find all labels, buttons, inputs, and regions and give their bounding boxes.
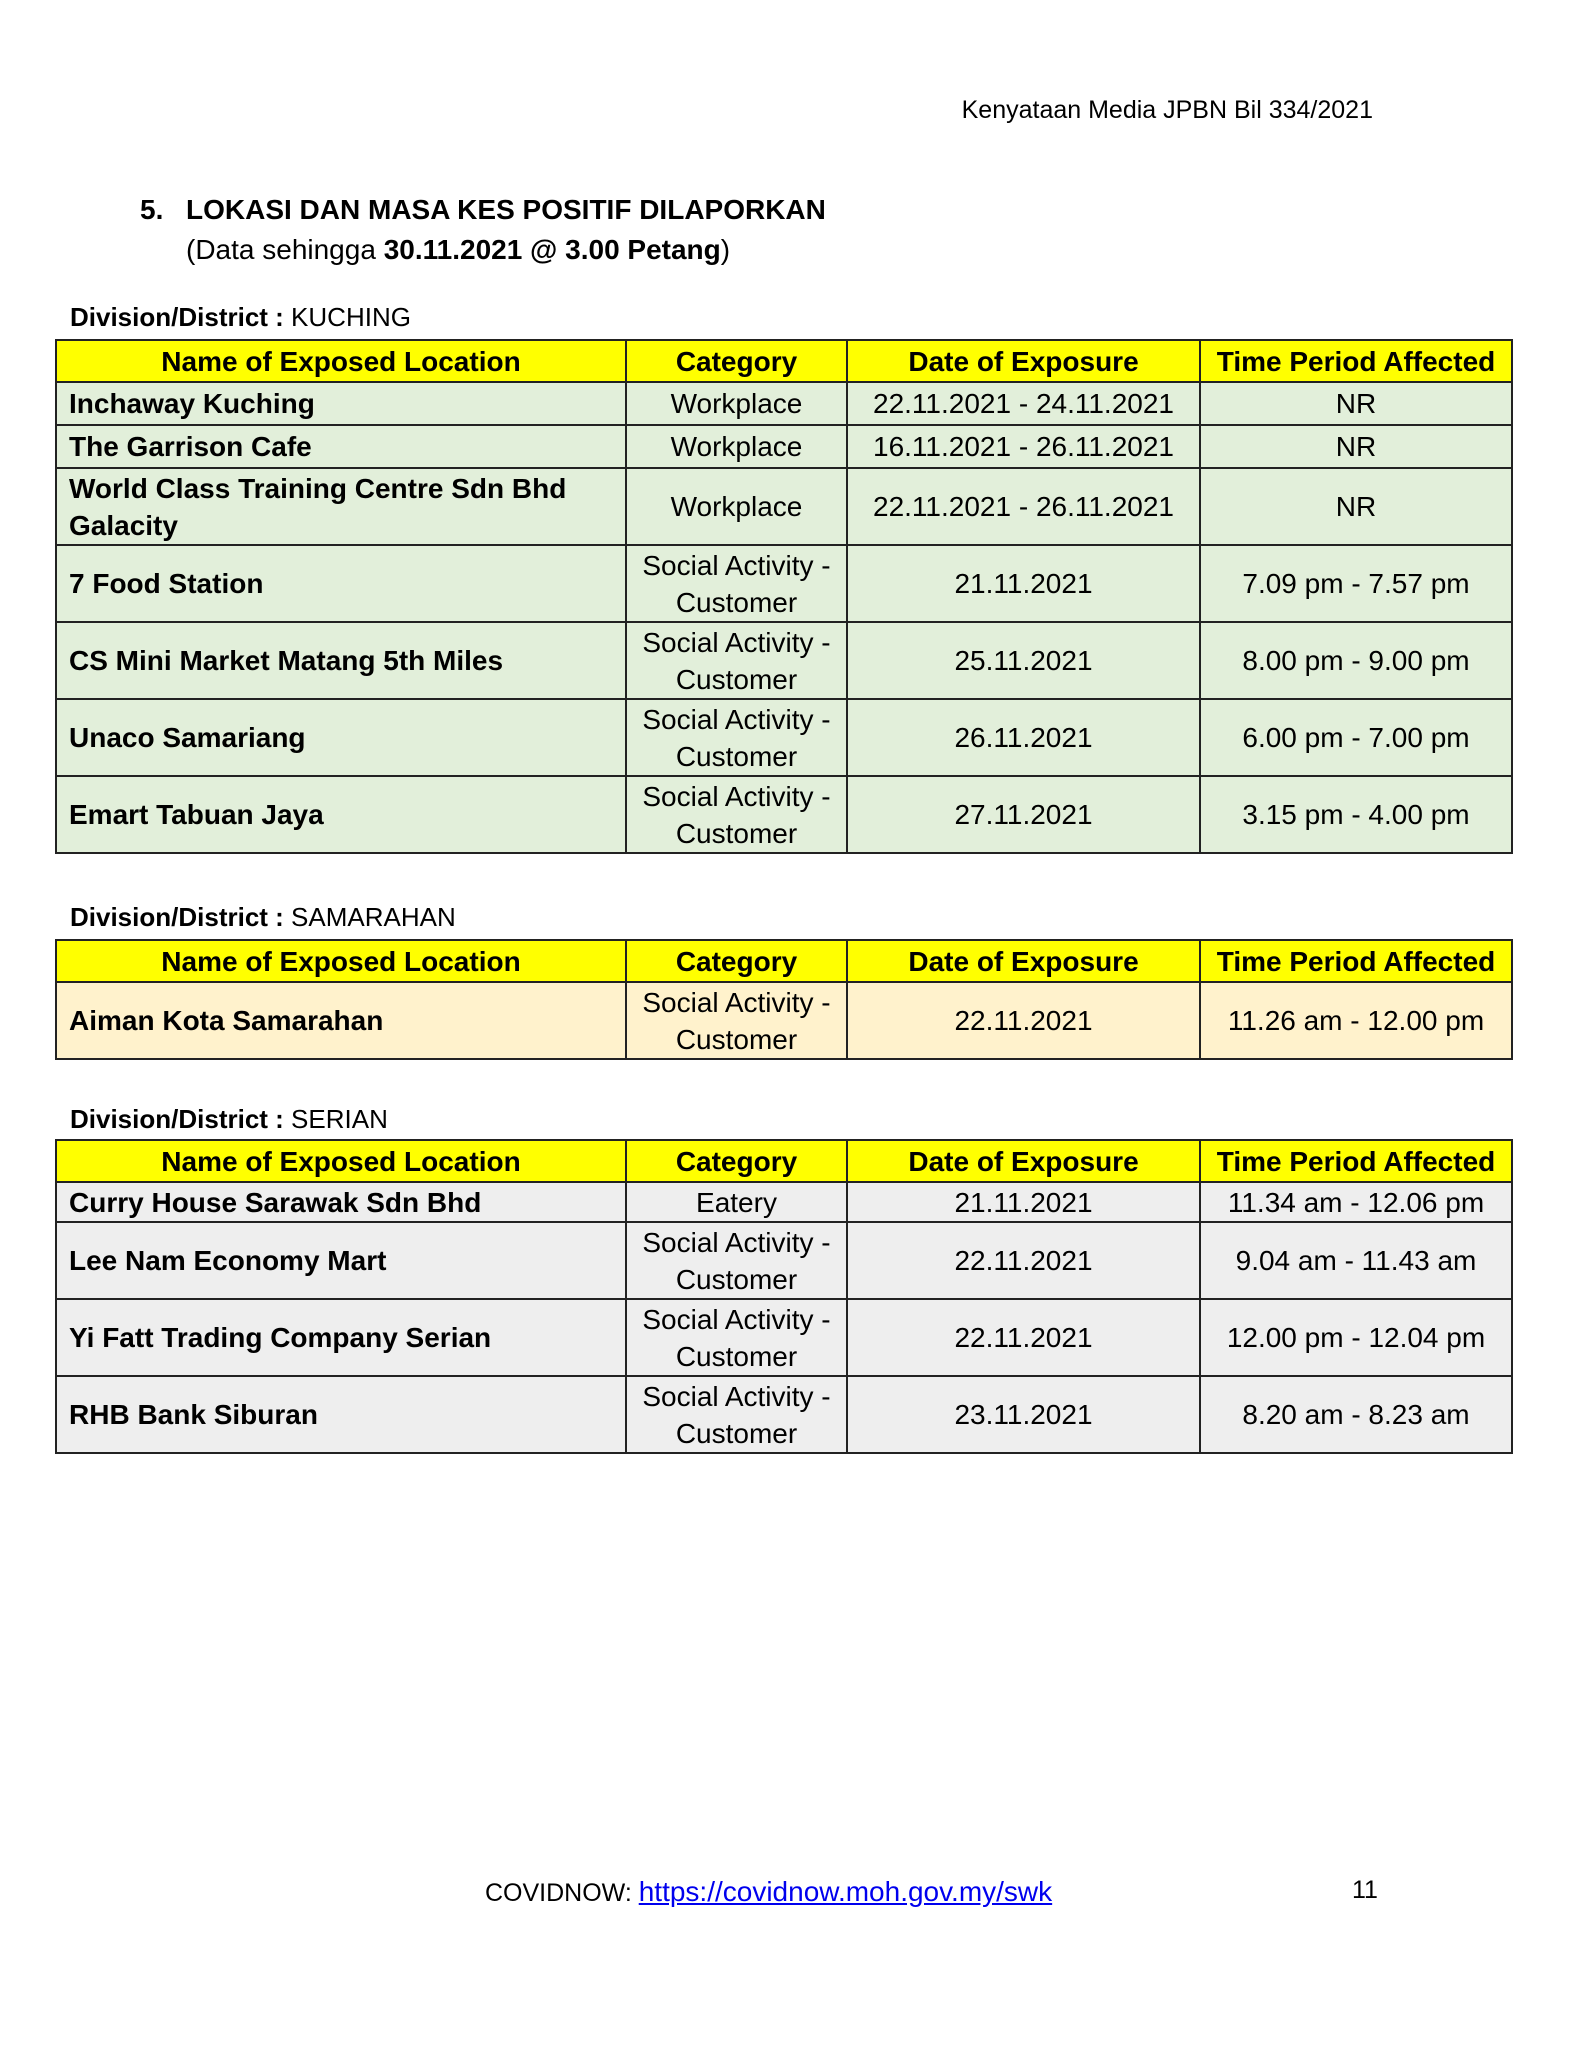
date-cell: 21.11.2021	[847, 545, 1200, 622]
category-cell: Workplace	[626, 468, 847, 545]
category-cell: Workplace	[626, 425, 847, 468]
date-cell: 21.11.2021	[847, 1182, 1200, 1222]
column-header-category: Category	[626, 1140, 847, 1182]
table-row	[56, 1299, 1512, 1376]
time-cell: 6.00 pm - 7.00 pm	[1200, 699, 1512, 776]
date-cell: 23.11.2021	[847, 1376, 1200, 1453]
table-row	[56, 1222, 1512, 1299]
table-row	[56, 382, 1512, 425]
column-header-category: Category	[626, 340, 847, 382]
table-row	[56, 1182, 1512, 1222]
location-cell: 7 Food Station	[56, 545, 626, 622]
district-name: KUCHING	[291, 302, 411, 332]
exposure-table-kuching	[55, 339, 1513, 854]
column-header-time: Time Period Affected	[1200, 1140, 1512, 1182]
exposure-table-serian	[55, 1139, 1513, 1454]
section-title: LOKASI DAN MASA KES POSITIF DILAPORKAN	[186, 194, 826, 225]
covidnow-link[interactable]: https://covidnow.moh.gov.my/swk	[638, 1876, 1053, 1907]
table-row	[56, 622, 1512, 699]
location-cell: RHB Bank Siburan	[56, 1376, 626, 1453]
location-cell: Aiman Kota Samarahan	[56, 982, 626, 1059]
date-cell: 27.11.2021	[847, 776, 1200, 853]
location-cell: The Garrison Cafe	[56, 425, 626, 468]
category-cell: Social Activity - Customer	[626, 1299, 847, 1376]
location-cell: World Class Training Centre Sdn Bhd Galacity	[56, 468, 626, 545]
time-cell: 11.34 am - 12.06 pm	[1200, 1182, 1512, 1222]
column-header-date: Date of Exposure	[847, 940, 1200, 982]
section-heading	[140, 194, 826, 226]
category-cell: Eatery	[626, 1182, 847, 1222]
column-header-location: Name of Exposed Location	[56, 940, 626, 982]
exposure-table-samarahan	[55, 939, 1513, 1060]
time-cell: NR	[1200, 382, 1512, 425]
category-cell: Social Activity - Customer	[626, 1222, 847, 1299]
table-row	[56, 545, 1512, 622]
category-cell: Social Activity - Customer	[626, 622, 847, 699]
category-cell: Social Activity - Customer	[626, 982, 847, 1059]
time-cell: 7.09 pm - 7.57 pm	[1200, 545, 1512, 622]
location-cell: Lee Nam Economy Mart	[56, 1222, 626, 1299]
table-row	[56, 425, 1512, 468]
column-header-date: Date of Exposure	[847, 340, 1200, 382]
date-cell: 22.11.2021	[847, 982, 1200, 1059]
district-name: SAMARAHAN	[291, 902, 456, 932]
district-name: SERIAN	[291, 1104, 388, 1134]
table-row	[56, 699, 1512, 776]
time-cell: NR	[1200, 425, 1512, 468]
district-prefix: Division/District :	[70, 1104, 292, 1134]
time-cell: NR	[1200, 468, 1512, 545]
column-header-time: Time Period Affected	[1200, 340, 1512, 382]
section-number: 5.	[140, 194, 164, 225]
category-cell: Social Activity - Customer	[626, 776, 847, 853]
time-cell: 12.00 pm - 12.04 pm	[1200, 1299, 1512, 1376]
table-row	[56, 776, 1512, 853]
footer-label: COVIDNOW:	[485, 1879, 639, 1907]
column-header-time: Time Period Affected	[1200, 940, 1512, 982]
page-number: 11	[1352, 1876, 1378, 1904]
location-cell: Inchaway Kuching	[56, 382, 626, 425]
column-header-location: Name of Exposed Location	[56, 1140, 626, 1182]
date-cell: 22.11.2021 - 24.11.2021	[847, 382, 1200, 425]
date-cell: 22.11.2021 - 26.11.2021	[847, 468, 1200, 545]
location-cell: Curry House Sarawak Sdn Bhd	[56, 1182, 626, 1222]
location-cell: Emart Tabuan Jaya	[56, 776, 626, 853]
subtitle-prefix: (Data sehingga	[186, 234, 384, 265]
location-cell: CS Mini Market Matang 5th Miles	[56, 622, 626, 699]
district-label-kuching	[70, 302, 411, 333]
time-cell: 8.00 pm - 9.00 pm	[1200, 622, 1512, 699]
time-cell: 11.26 am - 12.00 pm	[1200, 982, 1512, 1059]
column-header-category: Category	[626, 940, 847, 982]
category-cell: Social Activity - Customer	[626, 699, 847, 776]
district-prefix: Division/District :	[70, 902, 292, 932]
column-header-location: Name of Exposed Location	[56, 340, 626, 382]
section-subtitle	[186, 234, 730, 266]
category-cell: Social Activity - Customer	[626, 1376, 847, 1453]
table-row	[56, 1376, 1512, 1453]
subtitle-date: 30.11.2021 @ 3.00 Petang	[383, 234, 721, 265]
date-cell: 22.11.2021	[847, 1222, 1200, 1299]
header-reference: Kenyataan Media JPBN Bil 334/2021	[961, 96, 1373, 124]
date-cell: 25.11.2021	[847, 622, 1200, 699]
column-header-date: Date of Exposure	[847, 1140, 1200, 1182]
subtitle-suffix: )	[720, 234, 731, 265]
table-header-row	[56, 340, 1512, 382]
date-cell: 26.11.2021	[847, 699, 1200, 776]
district-label-samarahan	[70, 902, 456, 933]
location-cell: Yi Fatt Trading Company Serian	[56, 1299, 626, 1376]
time-cell: 9.04 am - 11.43 am	[1200, 1222, 1512, 1299]
time-cell: 8.20 am - 8.23 am	[1200, 1376, 1512, 1453]
table-header-row	[56, 1140, 1512, 1182]
date-cell: 22.11.2021	[847, 1299, 1200, 1376]
district-label-serian	[70, 1104, 388, 1135]
time-cell: 3.15 pm - 4.00 pm	[1200, 776, 1512, 853]
category-cell: Social Activity - Customer	[626, 545, 847, 622]
table-header-row	[56, 940, 1512, 982]
location-cell: Unaco Samariang	[56, 699, 626, 776]
table-row	[56, 982, 1512, 1059]
date-cell: 16.11.2021 - 26.11.2021	[847, 425, 1200, 468]
table-row	[56, 468, 1512, 545]
district-prefix: Division/District :	[70, 302, 292, 332]
category-cell: Workplace	[626, 382, 847, 425]
